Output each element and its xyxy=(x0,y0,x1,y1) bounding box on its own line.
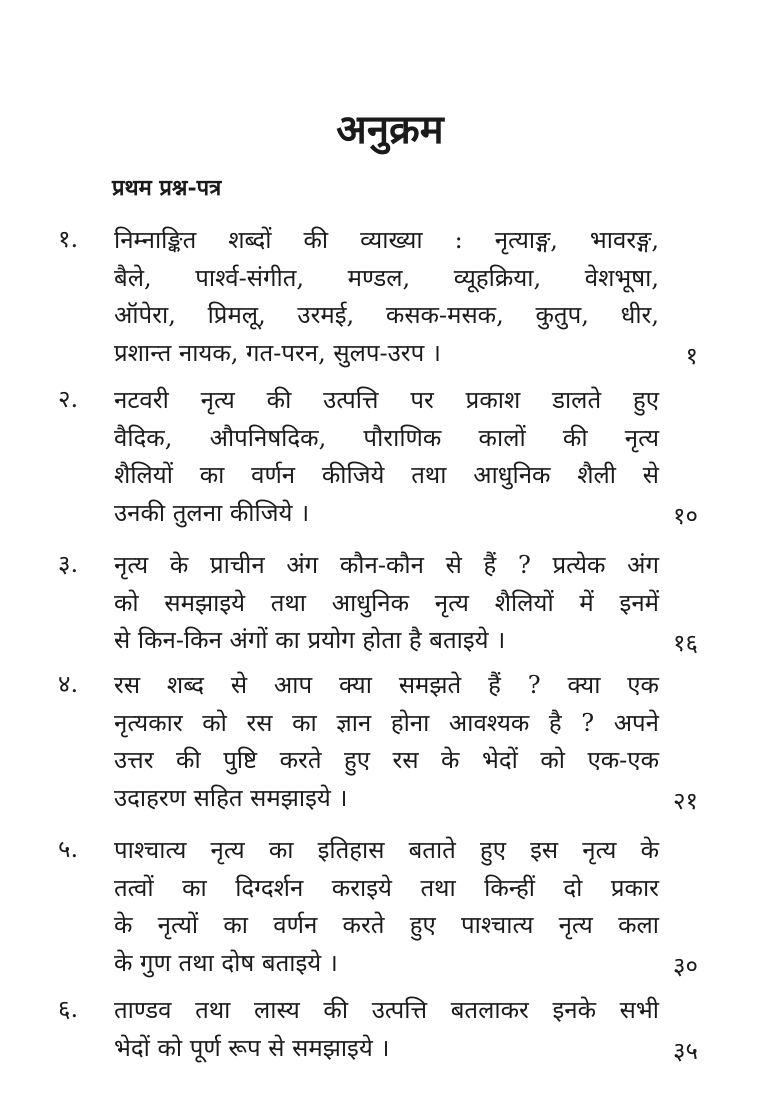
entry-line: शैलियों का वर्णन कीजिये तथा आधुनिक शैली से xyxy=(114,461,659,489)
entry-line: उदाहरण सहित समझाइये । xyxy=(114,783,348,812)
entry-text xyxy=(114,222,659,372)
entry-number: १. xyxy=(58,225,79,253)
page-number: ३५ xyxy=(673,1036,698,1065)
entry-line: उनकी तुलना कीजिये । xyxy=(114,498,310,527)
entry-text xyxy=(114,667,659,817)
entry-line: ऑपेरा, प्रिमलू, उरमई, कसक-मसक, कुतुप, धीर, xyxy=(114,301,659,329)
section-heading: प्रथम प्रश्न-पत्र xyxy=(112,175,222,201)
entry-text xyxy=(114,992,659,1067)
entry-line: ताण्डव तथा लास्य की उत्पत्ति बतलाकर इनके सभी xyxy=(114,996,659,1024)
entry-line: बैले, पार्श्व-संगीत, मण्डल, व्यूहक्रिया, वेशभूषा, xyxy=(114,263,659,292)
entry-text xyxy=(114,832,659,982)
entry-number: ३. xyxy=(58,550,79,578)
page-number: ३० xyxy=(673,951,698,980)
entry-line: भेदों को पूर्ण रूप से समझाइये । xyxy=(114,1033,390,1062)
entry-number: ६. xyxy=(58,995,79,1023)
entry-number: ४. xyxy=(58,670,79,698)
entry-line: तत्वों का दिग्दर्शन कराइये तथा किन्हीं दो प्रकार xyxy=(114,873,659,902)
page-title: अनुक्रम xyxy=(336,106,444,153)
page-number: १६ xyxy=(673,629,698,657)
entry-text xyxy=(114,547,659,660)
page-number: २१ xyxy=(673,786,698,815)
entry-line: उत्तर की पुष्टि करते हुए रस के भेदों को एक-एक xyxy=(114,746,659,774)
page-number: १० xyxy=(673,501,698,530)
entry-line: के गुण तथा दोष बताइये । xyxy=(114,948,338,977)
entry-line: नृत्य के प्राचीन अंग कौन-कौन से हैं ? प्रत्येक अंग xyxy=(114,551,659,579)
entry-line: को समझाइये तथा आधुनिक नृत्य शैलियों में इनमें xyxy=(114,588,659,617)
entry-line: नटवरी नृत्य की उत्पत्ति पर प्रकाश डालते हुए xyxy=(114,386,659,414)
page-number: १ xyxy=(685,341,698,370)
entry-number: २. xyxy=(58,385,79,413)
entry-text xyxy=(114,382,659,532)
entry-line: के नृत्यों का वर्णन करते हुए पाश्चात्य नृत्य कला xyxy=(114,911,659,939)
entry-line: निम्नाङ्कित शब्दों की व्याख्या : नृत्याङ्ग, भावरङ्ग, xyxy=(114,226,659,254)
entry-line: प्रशान्त नायक, गत-परन, सुलप-उरप । xyxy=(114,338,441,367)
entry-number: ५. xyxy=(58,835,79,863)
entry-line: से किन-किन अंगों का प्रयोग होता है बताइये । xyxy=(114,626,506,654)
entry-line: रस शब्द से आप क्या समझते हैं ? क्या एक xyxy=(114,671,659,699)
entry-line: नृत्यकार को रस का ज्ञान होना आवश्यक है ? अपने xyxy=(114,708,659,737)
entry-line: वैदिक, औपनिषदिक, पौराणिक कालों की नृत्य xyxy=(114,423,659,452)
entry-line: पाश्चात्य नृत्य का इतिहास बताते हुए इस नृत्य के xyxy=(114,836,659,864)
